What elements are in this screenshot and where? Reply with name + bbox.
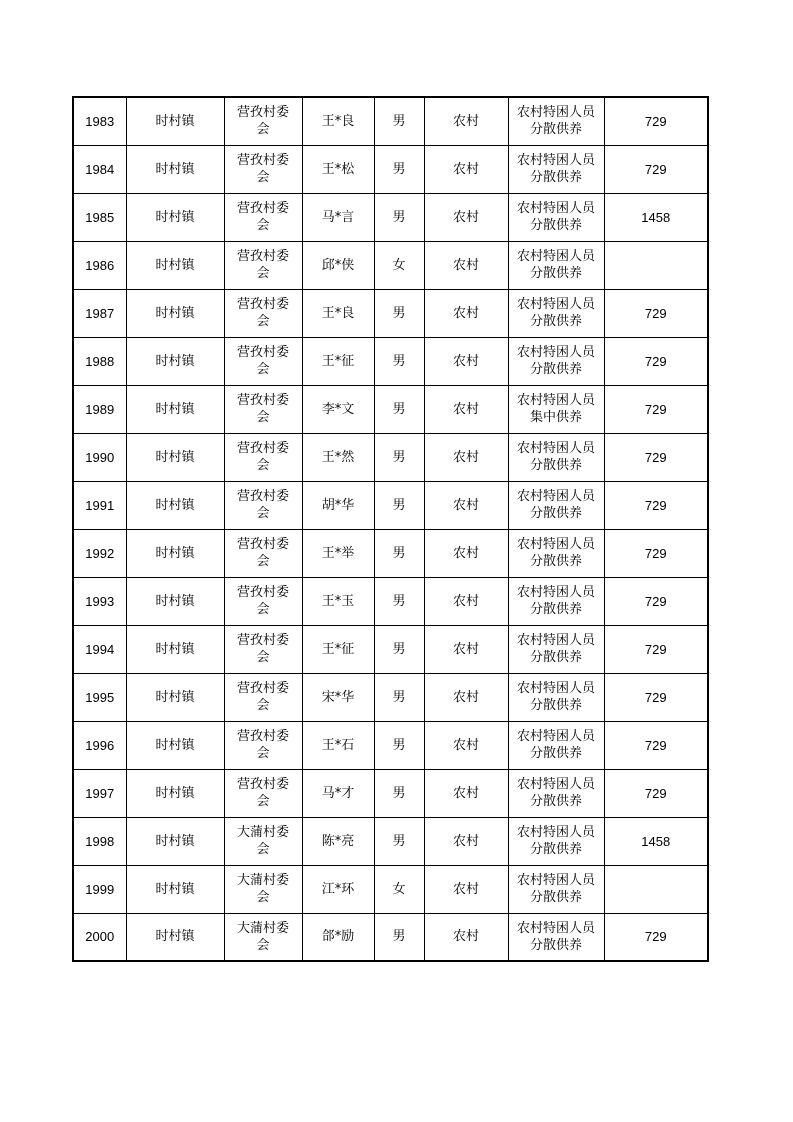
village-cell-line: 营孜村委 (236, 153, 289, 168)
category-cell (508, 529, 604, 577)
category-cell-line: 分散供养 (529, 362, 582, 377)
village-cell-line: 会 (256, 506, 270, 521)
village-cell (224, 481, 302, 529)
village-cell-line: 营孜村委 (236, 201, 289, 216)
gender-cell: 男 (374, 97, 424, 145)
village-cell (224, 769, 302, 817)
category-cell (508, 289, 604, 337)
category-cell-line: 分散供养 (529, 746, 582, 761)
village-cell-line: 营孜村委 (236, 441, 289, 456)
village-cell-line: 会 (256, 218, 270, 233)
village-cell (224, 865, 302, 913)
village-cell (224, 241, 302, 289)
category-cell-line: 农村特困人员 (516, 920, 595, 936)
village-cell (224, 913, 302, 961)
town-cell: 时村镇 (126, 913, 224, 961)
town-cell: 时村镇 (126, 721, 224, 769)
amount-cell: 729 (604, 625, 708, 673)
village-cell-line: 营孜村委 (236, 585, 289, 600)
name-cell: 陈*亮 (302, 817, 374, 865)
village-cell (224, 337, 302, 385)
category-cell (508, 769, 604, 817)
amount-cell: 729 (604, 673, 708, 721)
gender-cell: 男 (374, 289, 424, 337)
category-cell (508, 577, 604, 625)
table-row (73, 721, 708, 769)
record-id-cell: 1991 (73, 481, 126, 529)
name-cell: 宋*华 (302, 673, 374, 721)
village-cell-line: 营孜村委 (236, 489, 289, 504)
gender-cell: 男 (374, 913, 424, 961)
amount-cell: 729 (604, 145, 708, 193)
town-cell: 时村镇 (126, 481, 224, 529)
village-cell-line: 营孜村委 (236, 633, 289, 648)
village-cell-line: 会 (256, 842, 270, 857)
category-cell (508, 817, 604, 865)
town-cell: 时村镇 (126, 337, 224, 385)
name-cell: 李*文 (302, 385, 374, 433)
village-cell-line: 会 (256, 122, 270, 138)
table-row (73, 481, 708, 529)
town-cell: 时村镇 (126, 673, 224, 721)
amount-cell: 1458 (604, 193, 708, 241)
table-row (73, 289, 708, 337)
table-row (73, 337, 708, 385)
village-cell-line: 会 (256, 650, 270, 665)
amount-cell: 729 (604, 481, 708, 529)
gender-cell: 男 (374, 385, 424, 433)
name-cell: 王*良 (302, 289, 374, 337)
category-cell-line: 农村特困人员 (516, 105, 595, 121)
village-cell-line: 营孜村委 (236, 249, 289, 264)
record-id-cell: 1992 (73, 529, 126, 577)
area-cell: 农村 (424, 721, 508, 769)
table-row (73, 817, 708, 865)
village-cell-line: 会 (256, 794, 270, 809)
area-cell: 农村 (424, 337, 508, 385)
town-cell: 时村镇 (126, 433, 224, 481)
area-cell: 农村 (424, 913, 508, 961)
category-cell (508, 865, 604, 913)
record-id-cell: 1997 (73, 769, 126, 817)
table-row (73, 529, 708, 577)
village-cell-line: 会 (256, 698, 270, 713)
record-id-cell: 2000 (73, 913, 126, 961)
name-cell: 马*言 (302, 193, 374, 241)
table-row (73, 97, 708, 145)
category-cell (508, 481, 604, 529)
records-table (72, 96, 709, 962)
village-cell (224, 577, 302, 625)
category-cell-line: 分散供养 (529, 266, 582, 281)
record-id-cell: 1986 (73, 241, 126, 289)
town-cell: 时村镇 (126, 385, 224, 433)
town-cell: 时村镇 (126, 289, 224, 337)
category-cell-line: 分散供养 (529, 937, 582, 953)
village-cell (224, 673, 302, 721)
area-cell: 农村 (424, 145, 508, 193)
gender-cell: 男 (374, 817, 424, 865)
table-row (73, 241, 708, 289)
village-cell-line: 营孜村委 (236, 681, 289, 696)
gender-cell: 男 (374, 337, 424, 385)
category-cell-line: 分散供养 (529, 554, 582, 569)
name-cell: 王*松 (302, 145, 374, 193)
town-cell: 时村镇 (126, 145, 224, 193)
gender-cell: 男 (374, 529, 424, 577)
amount-cell: 729 (604, 337, 708, 385)
category-cell-line: 农村特困人员 (516, 777, 595, 792)
village-cell (224, 433, 302, 481)
category-cell-line: 分散供养 (529, 170, 582, 185)
area-cell: 农村 (424, 193, 508, 241)
village-cell-line: 营孜村委 (236, 537, 289, 552)
village-cell (224, 289, 302, 337)
village-cell-line: 会 (256, 458, 270, 473)
gender-cell: 男 (374, 769, 424, 817)
village-cell-line: 会 (256, 602, 270, 617)
area-cell: 农村 (424, 865, 508, 913)
village-cell-line: 营孜村委 (236, 729, 289, 744)
village-cell-line: 会 (256, 362, 270, 377)
amount-cell: 729 (604, 721, 708, 769)
village-cell-line: 会 (256, 170, 270, 185)
category-cell (508, 625, 604, 673)
category-cell-line: 分散供养 (529, 506, 582, 521)
village-cell (224, 529, 302, 577)
table-row (73, 625, 708, 673)
town-cell: 时村镇 (126, 193, 224, 241)
gender-cell: 女 (374, 865, 424, 913)
amount-cell: 729 (604, 913, 708, 961)
amount-cell (604, 241, 708, 289)
table-row (73, 913, 708, 961)
category-cell-line: 分散供养 (529, 794, 582, 809)
category-cell (508, 241, 604, 289)
town-cell: 时村镇 (126, 529, 224, 577)
name-cell: 王*玉 (302, 577, 374, 625)
village-cell-line: 营孜村委 (236, 777, 289, 792)
gender-cell: 男 (374, 433, 424, 481)
gender-cell: 男 (374, 625, 424, 673)
village-cell-line: 大蒲村委 (236, 920, 289, 936)
amount-cell: 729 (604, 433, 708, 481)
area-cell: 农村 (424, 529, 508, 577)
village-cell-line: 会 (256, 890, 270, 905)
village-cell (224, 97, 302, 145)
gender-cell: 男 (374, 481, 424, 529)
table-row (73, 145, 708, 193)
name-cell: 王*石 (302, 721, 374, 769)
area-cell: 农村 (424, 97, 508, 145)
town-cell: 时村镇 (126, 97, 224, 145)
category-cell-line: 分散供养 (529, 122, 582, 138)
category-cell-line: 农村特困人员 (516, 729, 595, 744)
village-cell-line: 营孜村委 (236, 345, 289, 360)
category-cell-line: 农村特困人员 (516, 489, 595, 504)
category-cell-line: 分散供养 (529, 602, 582, 617)
town-cell: 时村镇 (126, 625, 224, 673)
record-id-cell: 1993 (73, 577, 126, 625)
town-cell: 时村镇 (126, 769, 224, 817)
table-row (73, 673, 708, 721)
village-cell (224, 193, 302, 241)
records-body (73, 97, 708, 961)
category-cell-line: 分散供养 (529, 842, 582, 857)
category-cell (508, 97, 604, 145)
category-cell (508, 145, 604, 193)
record-id-cell: 1988 (73, 337, 126, 385)
category-cell-line: 农村特困人员 (516, 633, 595, 648)
village-cell-line: 会 (256, 266, 270, 281)
town-cell: 时村镇 (126, 817, 224, 865)
name-cell: 王*举 (302, 529, 374, 577)
area-cell: 农村 (424, 769, 508, 817)
area-cell: 农村 (424, 577, 508, 625)
table-row (73, 433, 708, 481)
category-cell-line: 分散供养 (529, 698, 582, 713)
name-cell: 马*才 (302, 769, 374, 817)
village-cell-line: 会 (256, 554, 270, 569)
record-id-cell: 1984 (73, 145, 126, 193)
area-cell: 农村 (424, 289, 508, 337)
table-row (73, 865, 708, 913)
name-cell: 邱*侠 (302, 241, 374, 289)
record-id-cell: 1999 (73, 865, 126, 913)
record-id-cell: 1983 (73, 97, 126, 145)
category-cell-line: 农村特困人员 (516, 153, 595, 168)
category-cell-line: 农村特困人员 (516, 537, 595, 552)
village-cell-line: 会 (256, 410, 270, 425)
area-cell: 农村 (424, 817, 508, 865)
record-id-cell: 1989 (73, 385, 126, 433)
category-cell (508, 193, 604, 241)
name-cell: 王*征 (302, 337, 374, 385)
area-cell: 农村 (424, 673, 508, 721)
area-cell: 农村 (424, 241, 508, 289)
record-id-cell: 1987 (73, 289, 126, 337)
area-cell: 农村 (424, 433, 508, 481)
amount-cell: 729 (604, 289, 708, 337)
category-cell (508, 721, 604, 769)
record-id-cell: 1998 (73, 817, 126, 865)
record-id-cell: 1994 (73, 625, 126, 673)
record-id-cell: 1985 (73, 193, 126, 241)
category-cell-line: 分散供养 (529, 650, 582, 665)
record-id-cell: 1990 (73, 433, 126, 481)
amount-cell: 729 (604, 97, 708, 145)
gender-cell: 女 (374, 241, 424, 289)
category-cell-line: 农村特困人员 (516, 345, 595, 360)
category-cell-line: 分散供养 (529, 218, 582, 233)
village-cell-line: 大蒲村委 (236, 825, 289, 840)
category-cell-line: 农村特困人员 (516, 297, 595, 312)
area-cell: 农村 (424, 481, 508, 529)
category-cell-line: 农村特困人员 (516, 825, 595, 840)
village-cell (224, 817, 302, 865)
category-cell (508, 673, 604, 721)
name-cell: 郃*励 (302, 913, 374, 961)
table-row (73, 769, 708, 817)
amount-cell: 1458 (604, 817, 708, 865)
category-cell-line: 农村特困人员 (516, 585, 595, 600)
area-cell: 农村 (424, 625, 508, 673)
amount-cell: 729 (604, 385, 708, 433)
village-cell-line: 营孜村委 (236, 297, 289, 312)
category-cell-line: 分散供养 (529, 890, 582, 905)
name-cell: 江*环 (302, 865, 374, 913)
area-cell: 农村 (424, 385, 508, 433)
record-id-cell: 1996 (73, 721, 126, 769)
category-cell-line: 集中供养 (529, 410, 582, 425)
gender-cell: 男 (374, 673, 424, 721)
category-cell-line: 农村特困人员 (516, 873, 595, 888)
category-cell-line: 农村特困人员 (516, 249, 595, 264)
gender-cell: 男 (374, 577, 424, 625)
name-cell: 王*良 (302, 97, 374, 145)
table-row (73, 385, 708, 433)
town-cell: 时村镇 (126, 241, 224, 289)
name-cell: 胡*华 (302, 481, 374, 529)
amount-cell: 729 (604, 769, 708, 817)
record-id-cell: 1995 (73, 673, 126, 721)
category-cell-line: 分散供养 (529, 458, 582, 473)
category-cell (508, 337, 604, 385)
category-cell (508, 385, 604, 433)
village-cell-line: 会 (256, 746, 270, 761)
village-cell-line: 会 (256, 314, 270, 329)
category-cell-line: 分散供养 (529, 314, 582, 329)
village-cell-line: 营孜村委 (236, 105, 289, 121)
table-row (73, 193, 708, 241)
name-cell: 王*征 (302, 625, 374, 673)
gender-cell: 男 (374, 193, 424, 241)
village-cell (224, 145, 302, 193)
category-cell-line: 农村特困人员 (516, 201, 595, 216)
category-cell (508, 913, 604, 961)
village-cell (224, 385, 302, 433)
gender-cell: 男 (374, 721, 424, 769)
category-cell-line: 农村特困人员 (516, 441, 595, 456)
village-cell-line: 大蒲村委 (236, 873, 289, 888)
category-cell-line: 农村特困人员 (516, 681, 595, 696)
village-cell-line: 会 (256, 937, 270, 953)
village-cell-line: 营孜村委 (236, 393, 289, 408)
amount-cell: 729 (604, 529, 708, 577)
village-cell (224, 721, 302, 769)
town-cell: 时村镇 (126, 865, 224, 913)
gender-cell: 男 (374, 145, 424, 193)
amount-cell: 729 (604, 577, 708, 625)
town-cell: 时村镇 (126, 577, 224, 625)
table-row (73, 577, 708, 625)
amount-cell (604, 865, 708, 913)
village-cell (224, 625, 302, 673)
category-cell-line: 农村特困人员 (516, 393, 595, 408)
name-cell: 王*然 (302, 433, 374, 481)
category-cell (508, 433, 604, 481)
